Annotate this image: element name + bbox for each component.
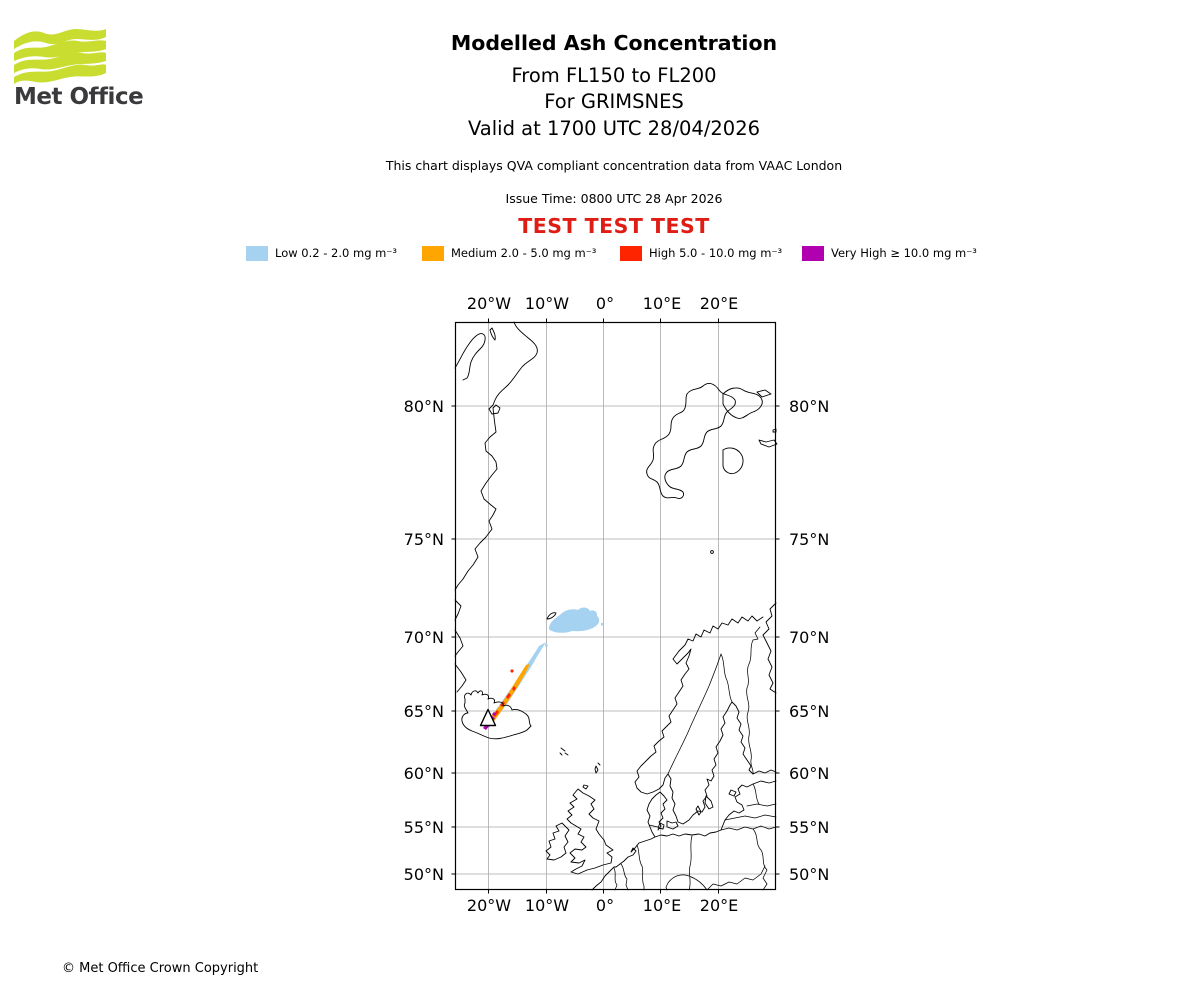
coastlines [455, 322, 777, 890]
xtick-top-20w: 20°W [466, 294, 512, 313]
xtick-top-10w: 10°W [524, 294, 570, 313]
legend-item-high [620, 244, 782, 262]
ytick-right-50n: 50°N [789, 865, 830, 884]
xtick-top-0: 0° [595, 294, 615, 313]
ash-low-detached-patch [549, 607, 604, 632]
legend-label-medium: Medium 2.0 - 5.0 mg m⁻³ [451, 246, 597, 260]
plume-low-speck [545, 644, 548, 647]
ytick-right-60n: 60°N [789, 764, 830, 783]
ytick-left-70n: 70°N [403, 628, 444, 647]
xtick-top-10e: 10°E [642, 294, 682, 313]
volcano-subtitle: For GRIMSNES [544, 90, 684, 113]
legend-item-medium [422, 244, 596, 262]
xtick-bottom-10e: 10°E [642, 896, 682, 915]
legend-item-low [246, 244, 397, 262]
coastline-greenland-hook [455, 334, 485, 380]
flight-level-subtitle: From FL150 to FL200 [511, 64, 717, 87]
legend-swatch-very-high [802, 246, 824, 261]
coastline-jan-mayen [547, 613, 556, 619]
legend-swatch-high [620, 246, 642, 261]
xtick-bottom-0: 0° [595, 896, 615, 915]
xtick-bottom-10w: 10°W [524, 896, 570, 915]
coastline-nordaustlandet [723, 388, 762, 418]
ytick-left-55n: 55°N [403, 818, 444, 837]
coastline-saaremaa [729, 790, 736, 796]
xtick-bottom-20w: 20°W [466, 896, 512, 915]
valid-time-subtitle: Valid at 1700 UTC 28/04/2026 [467, 117, 761, 140]
legend-label-low: Low 0.2 - 2.0 mg m⁻³ [275, 246, 398, 260]
copyright-notice: © Met Office Crown Copyright [62, 961, 259, 976]
legend-item-very-high [802, 244, 977, 262]
coastline-russia-north [763, 603, 776, 693]
map-frame [456, 323, 776, 890]
coastline-oland [696, 806, 701, 815]
coastline-gotland [705, 796, 713, 809]
coastline-bear-island [711, 551, 714, 554]
legend-swatch-low [246, 246, 268, 261]
coastline-ireland [546, 823, 569, 860]
met-office-logo-text: Met Office [14, 84, 144, 110]
ytick-left-60n: 60°N [403, 764, 444, 783]
ytick-right-80n: 80°N [789, 397, 830, 416]
ytick-left-75n: 75°N [403, 530, 444, 549]
coastline-great-britain [567, 789, 613, 874]
ytick-left-80n: 80°N [403, 397, 444, 416]
legend-swatch-medium [422, 246, 444, 261]
coastline-shetland [595, 763, 600, 773]
graticule-grid [455, 322, 776, 890]
coastline-faroes [560, 748, 568, 755]
coastline-scandinavia [635, 616, 776, 824]
coastline-greenland-islet [490, 328, 495, 340]
map-panel [455, 322, 776, 890]
test-banner: TEST TEST TEST [518, 214, 710, 238]
legend-label-very-high: Very High ≥ 10.0 mg m⁻³ [831, 246, 977, 260]
legend-label-high: High 5.0 - 10.0 mg m⁻³ [649, 246, 783, 260]
coastline-orkney [583, 785, 588, 789]
xtick-top-20e: 20°E [699, 294, 739, 313]
axis-tick-marks [452, 319, 780, 894]
coastline-svalbard-islets [757, 390, 777, 447]
country-borders [614, 627, 776, 890]
map-canvas [455, 322, 776, 890]
coastline-edgeoya [723, 448, 743, 474]
ytick-left-65n: 65°N [403, 702, 444, 721]
coastline-spitsbergen [647, 383, 736, 498]
ytick-right-75n: 75°N [789, 530, 830, 549]
issue-time: Issue Time: 0800 UTC 28 Apr 2026 [505, 191, 723, 206]
ytick-right-65n: 65°N [789, 702, 830, 721]
qva-compliance-note: This chart displays QVA compliant concentration data from VAAC London [385, 158, 843, 173]
xtick-bottom-20e: 20°E [699, 896, 739, 915]
ytick-left-50n: 50°N [403, 865, 444, 884]
ytick-right-55n: 55°N [789, 818, 830, 837]
ytick-right-70n: 70°N [789, 628, 830, 647]
page-title: Modelled Ash Concentration [450, 31, 778, 55]
ash-plume [483, 642, 548, 730]
